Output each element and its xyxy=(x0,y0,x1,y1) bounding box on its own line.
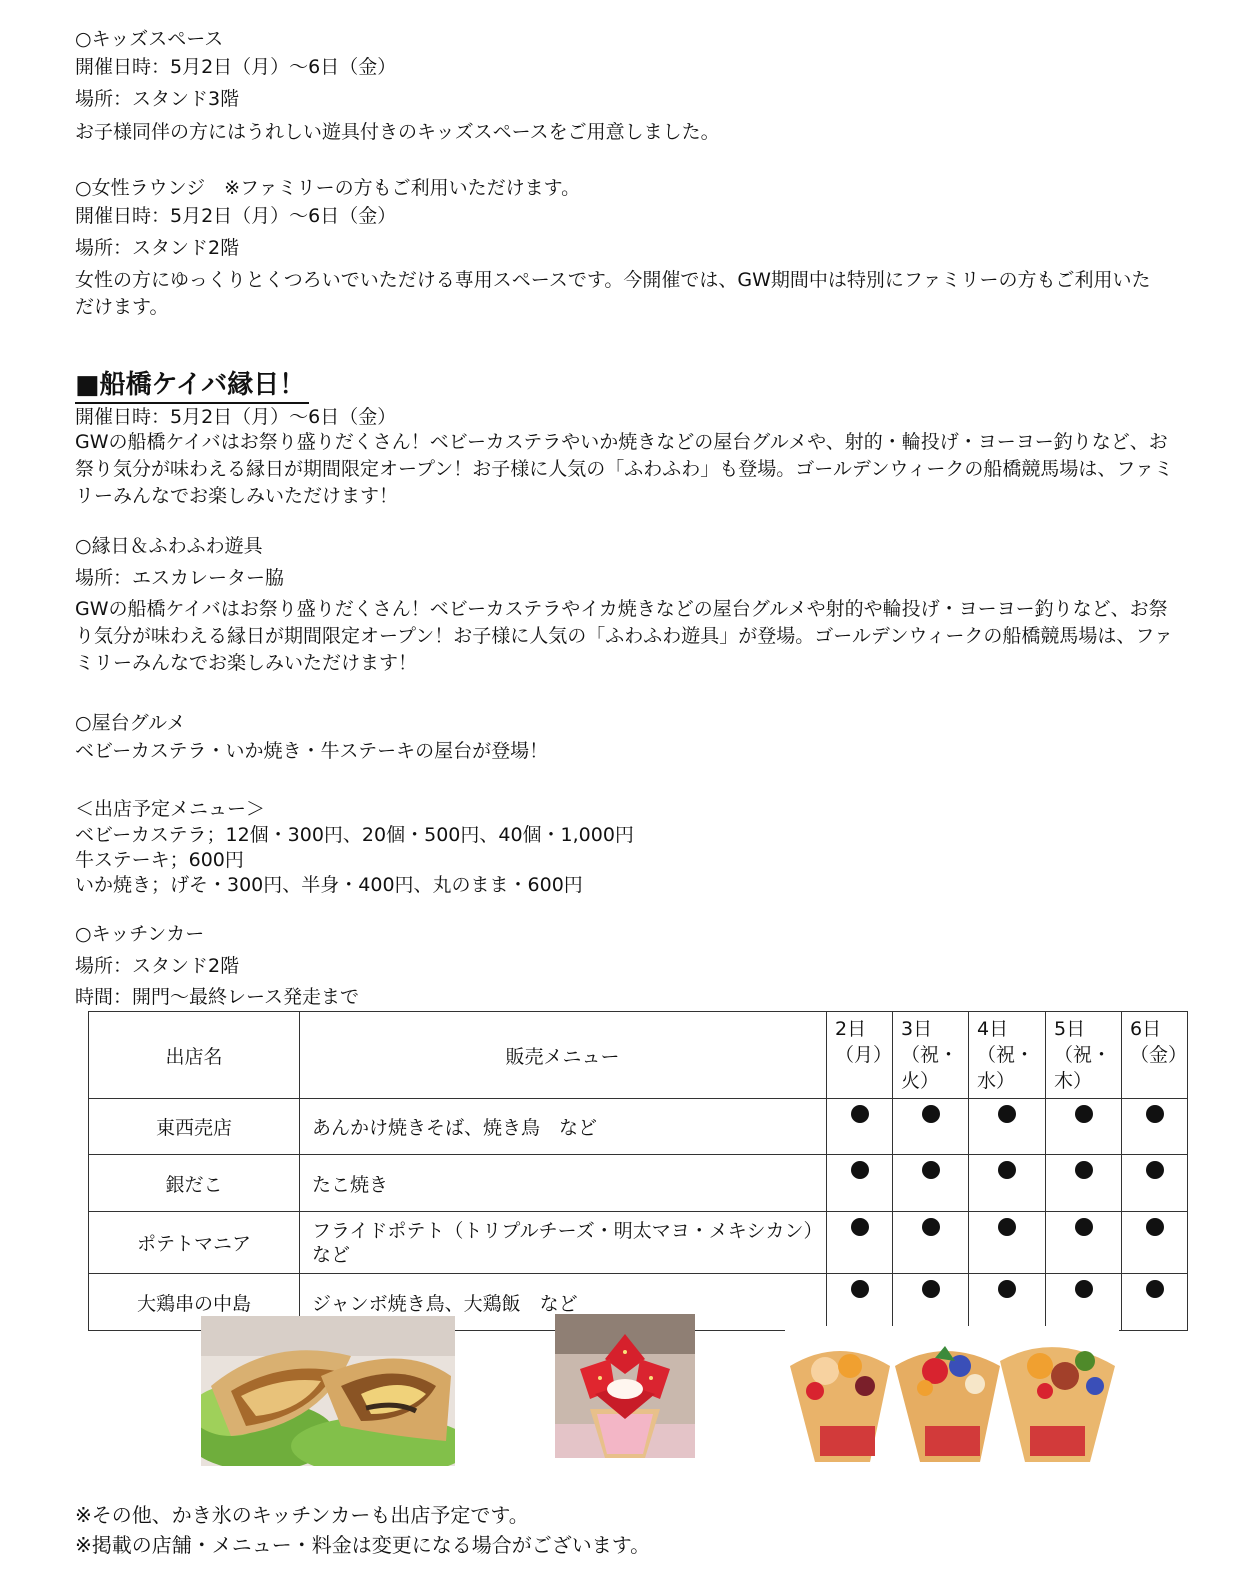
shop-name: ポテトマニア xyxy=(89,1212,300,1274)
note-kakigori: ※その他、かき氷のキッチンカーも出店予定です。 xyxy=(75,1503,529,1527)
shop-name: 大鶏串の中島 xyxy=(89,1274,300,1331)
open-dot-icon xyxy=(998,1218,1016,1236)
open-dot-icon xyxy=(1075,1105,1093,1123)
open-dot-icon xyxy=(922,1105,940,1123)
open-dot-icon xyxy=(1146,1280,1164,1298)
open-dot-icon xyxy=(851,1161,869,1179)
kids-title: ○キッズスペース xyxy=(75,28,224,50)
open-dot-icon xyxy=(998,1280,1016,1298)
kitchen-car-table xyxy=(88,1011,1188,1331)
menu-heading: ＜出店予定メニュー＞ xyxy=(75,798,266,820)
header-menu: 販売メニュー xyxy=(300,1012,827,1099)
menu-item: ベビーカステラ；12個・300円、20個・500円、40個・1,000円 xyxy=(75,824,634,846)
kitchen-place: 場所：スタンド2階 xyxy=(75,955,240,977)
open-dot-icon xyxy=(851,1280,869,1298)
open-dot-icon xyxy=(1075,1161,1093,1179)
yatai-description: ベビーカステラ・いか焼き・牛ステーキの屋台が登場！ xyxy=(75,740,549,762)
note-disclaimer: ※掲載の店舗・メニュー・料金は変更になる場合がございます。 xyxy=(75,1533,651,1557)
kids-place: 場所：スタンド3階 xyxy=(75,88,240,110)
open-dot-icon xyxy=(998,1161,1016,1179)
ennichi-date: 開催日時：5月2日（月）～6日（金） xyxy=(75,406,397,428)
shop-menu: たこ焼き xyxy=(300,1155,827,1212)
table-row xyxy=(89,1212,1188,1274)
menu-item: 牛ステーキ；600円 xyxy=(75,849,244,871)
strawberry-crepe-photo xyxy=(555,1314,695,1458)
open-dot-icon xyxy=(851,1218,869,1236)
table-header-row xyxy=(89,1012,1188,1099)
ennichi-description: GWの船橋ケイバはお祭り盛りだくさん！ベビーカステラやいか焼きなどの屋台グルメや、射的・輪投げ・ヨーヨー釣りなど、お祭り気分が味わえる縁日が期間限定オープン！お子様に人気の「ふわふわ」も登場。ゴールデンウィークの船橋競馬場は、ファミリーみんなでお楽しみいただけます！ xyxy=(75,431,1174,507)
open-dot-icon xyxy=(851,1105,869,1123)
header-day: 5日 （祝・ 木） xyxy=(1046,1012,1122,1099)
open-dot-icon xyxy=(1146,1161,1164,1179)
kids-date: 開催日時：5月2日（月）～6日（金） xyxy=(75,56,397,78)
open-dot-icon xyxy=(922,1161,940,1179)
header-day: 3日 （祝・ 火） xyxy=(893,1012,969,1099)
menu-item: いか焼き；げそ・300円、半身・400円、丸のまま・600円 xyxy=(75,874,583,896)
yatai-title: ○屋台グルメ xyxy=(75,712,186,734)
header-day: 4日 （祝・ 水） xyxy=(969,1012,1046,1099)
open-dot-icon xyxy=(1075,1280,1093,1298)
open-dot-icon xyxy=(1146,1218,1164,1236)
open-dot-icon xyxy=(1075,1218,1093,1236)
open-dot-icon xyxy=(998,1105,1016,1123)
shop-menu: ジャンボ焼き鳥、大鶏飯 など xyxy=(300,1274,827,1331)
table-row xyxy=(89,1155,1188,1212)
fuwafuwa-title: ○縁日＆ふわふわ遊具 xyxy=(75,535,263,557)
ennichi-heading: ■船橋ケイバ縁日！ xyxy=(75,368,309,404)
open-dot-icon xyxy=(1146,1105,1164,1123)
shop-name: 銀だこ xyxy=(89,1155,300,1212)
kitchen-title: ○キッチンカー xyxy=(75,923,205,945)
shop-name: 東西売店 xyxy=(89,1099,300,1155)
header-day: 2日 （月） xyxy=(827,1012,893,1099)
open-dot-icon xyxy=(922,1218,940,1236)
open-dot-icon xyxy=(922,1280,940,1298)
header-day: 6日 （金） xyxy=(1122,1012,1188,1099)
fuwafuwa-place: 場所：エスカレーター脇 xyxy=(75,567,285,589)
lounge-place: 場所：スタンド2階 xyxy=(75,237,240,259)
lounge-date: 開催日時：5月2日（月）～6日（金） xyxy=(75,205,397,227)
header-shop: 出店名 xyxy=(89,1012,300,1099)
shop-menu: あんかけ焼きそば、焼き鳥 など xyxy=(300,1099,827,1155)
shop-menu: フライドポテト（トリプルチーズ・明太マヨ・メキシカン）など xyxy=(300,1212,827,1274)
table-row xyxy=(89,1099,1188,1155)
wrap-sandwich-photo xyxy=(201,1316,455,1466)
fuwafuwa-description: GWの船橋ケイバはお祭り盛りだくさん！ベビーカステラやイカ焼きなどの屋台グルメや射的や輪投げ・ヨーヨー釣りなど、お祭り気分が味わえる縁日が期間限定オープン！お子様に人気の「ふわふわ遊具」が登場。ゴールデンウィークの船橋競馬場は、ファミリーみんなでお楽しみいただけます！ xyxy=(75,598,1174,674)
kitchen-time: 時間：開門～最終レース発走まで xyxy=(75,986,360,1008)
lounge-description: 女性の方にゆっくりとくつろいでいただける専用スペースです。今開催では、GW期間中は特別にファミリーの方もご利用いただけます。 xyxy=(75,269,1151,318)
kids-description: お子様同伴の方にはうれしい遊具付きのキッズスペースをご用意しました。 xyxy=(75,121,720,143)
lounge-title: ○女性ラウンジ ※ファミリーの方もご利用いただけます。 xyxy=(75,177,581,199)
crepes-photo xyxy=(785,1326,1119,1462)
